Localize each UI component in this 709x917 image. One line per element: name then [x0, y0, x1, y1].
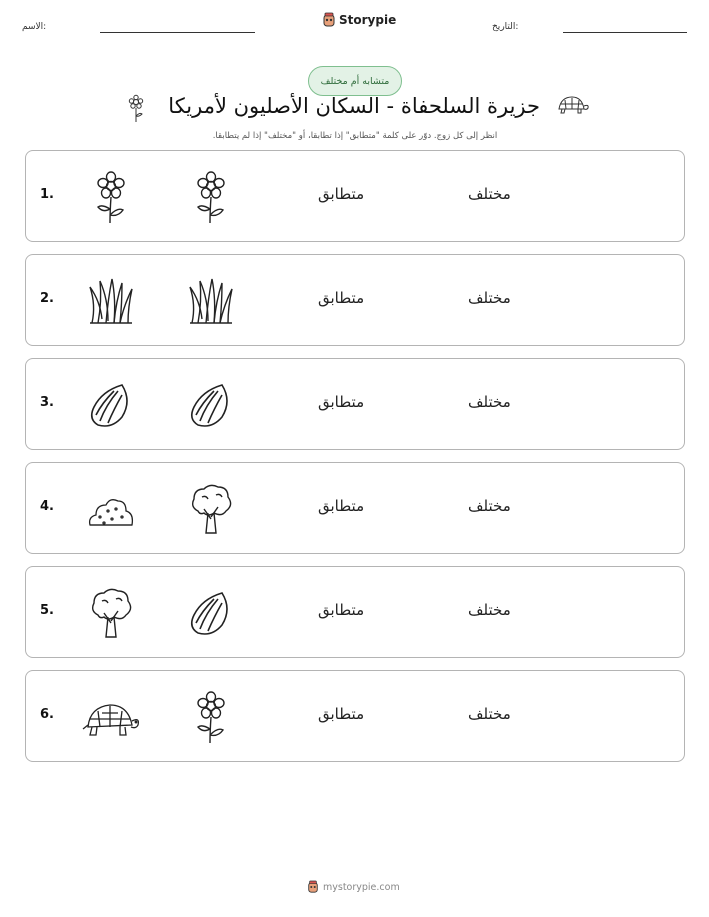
worksheet-type-badge: متشابه أم مختلف [308, 66, 402, 96]
tree-icon [186, 483, 236, 537]
different-option[interactable]: مختلف [468, 289, 511, 307]
different-option[interactable]: مختلف [468, 705, 511, 723]
pair-row [25, 150, 685, 242]
storypie-mascot-icon [307, 880, 319, 894]
flower-icon [126, 94, 146, 124]
different-option[interactable]: مختلف [468, 185, 511, 203]
flower-icon [186, 171, 236, 225]
same-option[interactable]: متطابق [318, 393, 365, 411]
pair-row [25, 670, 685, 762]
row-number: 2. [40, 291, 54, 306]
same-option[interactable]: متطابق [318, 705, 365, 723]
worksheet-header [0, 0, 709, 50]
date-line [563, 32, 687, 33]
footer [307, 880, 400, 894]
pair-row [25, 254, 685, 346]
tree-icon [86, 587, 136, 641]
turtle-icon [80, 691, 140, 745]
title-row [0, 94, 709, 124]
row-number: 6. [40, 707, 54, 722]
bush-icon [86, 483, 136, 537]
same-option[interactable]: متطابق [318, 185, 365, 203]
seed-icon [186, 379, 236, 433]
grass-icon [186, 275, 236, 329]
same-option[interactable]: متطابق [318, 601, 365, 619]
page-title: جزيرة السلحفاة - السكان الأصليون لأمريكا [168, 94, 540, 118]
instructions: انظر إلى كل زوج. دوّر على كلمة "متطابق" إذا تطابقا، أو "مختلف" إذا لم يتطابقا. [212, 131, 498, 141]
row-number: 5. [40, 603, 54, 618]
date-label: التاريخ: [492, 22, 519, 32]
name-line [100, 32, 255, 33]
seed-icon [186, 587, 236, 641]
brand-name: Storypie [339, 13, 397, 27]
flower-icon [186, 691, 236, 745]
different-option[interactable]: مختلف [468, 393, 511, 411]
turtle-icon [554, 94, 590, 116]
row-number: 4. [40, 499, 54, 514]
flower-icon [86, 171, 136, 225]
name-label: الاسم: [22, 22, 47, 32]
different-option[interactable]: مختلف [468, 601, 511, 619]
different-option[interactable]: مختلف [468, 497, 511, 515]
same-option[interactable]: متطابق [318, 497, 365, 515]
row-number: 1. [40, 187, 54, 202]
pair-row [25, 566, 685, 658]
brand-logo [322, 12, 396, 28]
pair-row [25, 462, 685, 554]
storypie-mascot-icon [322, 12, 336, 28]
pair-row [25, 358, 685, 450]
row-number: 3. [40, 395, 54, 410]
footer-url[interactable]: mystorypie.com [323, 881, 400, 893]
grass-icon [86, 275, 136, 329]
seed-icon [86, 379, 136, 433]
same-option[interactable]: متطابق [318, 289, 365, 307]
